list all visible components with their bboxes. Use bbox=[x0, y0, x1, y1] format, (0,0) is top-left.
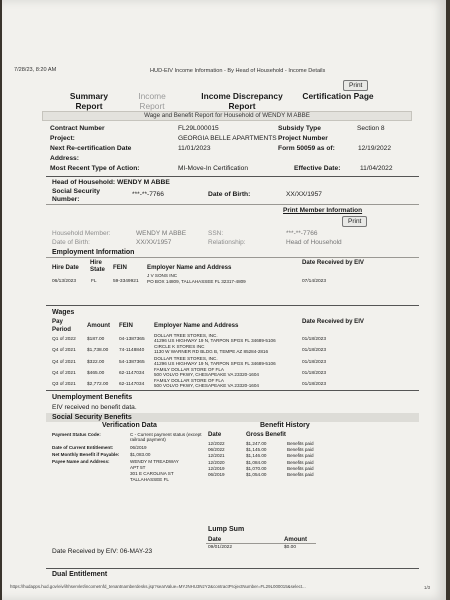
history-date-cell: 12/2019 bbox=[208, 465, 225, 471]
lump-amount-cell: $0.00 bbox=[284, 545, 297, 550]
history-note-cell: Benefits paid bbox=[287, 441, 314, 446]
history-amount-cell: $1,247.00 bbox=[246, 441, 267, 446]
history-date-cell: 12/2021 bbox=[208, 453, 225, 459]
col-pay-period: Pay Period bbox=[52, 318, 71, 333]
payee-line: TALLAHASSEE FL bbox=[130, 477, 169, 482]
col-wage-employer: Employer Name and Address bbox=[154, 322, 239, 329]
print-button[interactable]: Print bbox=[343, 80, 368, 91]
member-value: WENDY M ABBE bbox=[136, 230, 187, 237]
entitlement-value: 06/2019 bbox=[130, 445, 147, 450]
hire-date-cell: 06/13/2023 bbox=[52, 279, 77, 284]
fein-cell: 62-1147034 bbox=[119, 382, 145, 388]
payment-status-value: C - Current payment status (except railroad payment) bbox=[130, 432, 202, 443]
lump-sum-title: Lump Sum bbox=[208, 526, 245, 533]
col-employer: Employer Name and Address bbox=[147, 264, 232, 271]
payment-status-label: Payment Status Code: bbox=[52, 432, 101, 437]
page-number: 1/3 bbox=[424, 585, 431, 590]
history-date-cell: 12/2022 bbox=[208, 441, 225, 446]
contract-number-value: FL29L000015 bbox=[178, 125, 219, 132]
subsidy-type-label: Subsidy Type bbox=[278, 125, 321, 132]
relationship-value: Head of Household bbox=[286, 239, 342, 246]
divider bbox=[206, 543, 316, 544]
col-hire-date: Hire Date bbox=[52, 264, 79, 271]
history-date-cell: 12/2020 bbox=[208, 459, 225, 465]
history-note-cell: Benefits paid bbox=[287, 459, 314, 465]
col-fein: FEIN bbox=[113, 264, 127, 271]
divider bbox=[46, 568, 419, 569]
member-dob-label: Date of Birth: bbox=[52, 239, 90, 246]
entitlement-label: Date of Current Entitlement: bbox=[52, 445, 114, 450]
history-note-cell: Benefits paid bbox=[287, 472, 314, 477]
history-amount-cell: $1,084.00 bbox=[246, 459, 267, 465]
col-date-received: Date Received by EIV bbox=[302, 259, 364, 266]
member-ssn-value: ***-**-7766 bbox=[286, 230, 318, 237]
employer-address-cell: 1130 W WARNER RD BLDG B, TEMPE AZ 85284-2816 bbox=[154, 349, 269, 355]
amount-cell: $322.00 bbox=[87, 359, 105, 365]
form-50059-date: 12/19/2022 bbox=[358, 145, 392, 152]
divider bbox=[46, 257, 419, 258]
dob-label: Date of Birth: bbox=[208, 191, 251, 198]
tab-income-discrepancy-report[interactable]: Income Discrepancy Report bbox=[201, 91, 283, 111]
employer-name-cell: J V SONS INC bbox=[147, 273, 178, 278]
contract-number-label: Contract Number bbox=[50, 125, 105, 132]
employer-address-cell: 41296 US HIGHWAY 19 N, TARPON SPGS FL 34689-5106 bbox=[154, 360, 276, 366]
fein-cell: 74-1148840 bbox=[119, 348, 145, 354]
effective-date-label: Effective Date: bbox=[294, 165, 341, 172]
divider bbox=[46, 176, 419, 177]
col-wage-fein: FEIN bbox=[119, 322, 133, 329]
history-note-cell: Benefits paid bbox=[287, 465, 314, 471]
amount-cell: $1,738.00 bbox=[87, 348, 109, 354]
received-cell: 01/18/2023 bbox=[302, 348, 327, 354]
pay-period-cell: Q4 of 2021 bbox=[52, 348, 76, 354]
effective-date-value: 11/04/2022 bbox=[360, 165, 393, 172]
payee-line: 301 E CAROLINA ST bbox=[130, 471, 174, 476]
employer-address-cell: PO BOX 14809, TALLAHASSEE FL 32317-4809 bbox=[147, 279, 246, 284]
col-wage-received: Date Received by EIV bbox=[302, 318, 364, 325]
history-note-cell: Benefits paid bbox=[287, 453, 314, 459]
history-note-cell: Benefits paid bbox=[287, 447, 314, 453]
fein-cell: 62-1147034 bbox=[119, 370, 145, 376]
tab-income-report[interactable]: Income Report bbox=[138, 91, 166, 111]
net-benefit-value: $1,083.00 bbox=[130, 452, 151, 457]
fein-cell: 04-1387365 bbox=[119, 337, 145, 342]
payee-line: WENDY M TREADWAY bbox=[130, 459, 179, 464]
col-gross-benefit: Gross Benefit bbox=[246, 431, 286, 438]
recent-action-label: Most Recent Type of Action: bbox=[50, 165, 140, 172]
employer-name-cell: DOLLAR TREE STORES, INC. bbox=[154, 355, 218, 361]
project-value: GEORGIA BELLE APARTMENTS bbox=[178, 135, 277, 142]
address-label: Address: bbox=[50, 155, 79, 162]
employer-name-cell: DOLLAR TREE STORES, INC. bbox=[154, 333, 218, 338]
history-amount-cell: $1,145.00 bbox=[246, 447, 267, 453]
col-hire-state: Hire State bbox=[90, 259, 105, 273]
history-amount-cell: $1,070.00 bbox=[246, 465, 267, 471]
print-member-info-link[interactable]: Print Member Information bbox=[283, 207, 363, 214]
payee-line: APT 5T bbox=[130, 465, 146, 470]
subsidy-type-value: Section 8 bbox=[357, 125, 385, 132]
next-recert-value: 11/01/2023 bbox=[178, 145, 211, 152]
print-page-title: HUD-EIV Income Information - By Head of Household - Income Details bbox=[150, 68, 326, 74]
ssn-value: ***-**-7766 bbox=[132, 191, 164, 198]
unemployment-title: Unemployment Benefits bbox=[52, 394, 133, 401]
document-page bbox=[2, 0, 446, 600]
member-ssn-label: SSN: bbox=[208, 230, 224, 237]
received-cell: 01/18/2023 bbox=[302, 359, 327, 365]
col-amount: Amount bbox=[87, 322, 111, 329]
report-banner: Wage and Benefit Report for Household of WENDY M ABBE bbox=[42, 111, 412, 121]
dual-entitlement-title: Dual Entitlement bbox=[52, 571, 108, 578]
history-date-cell: 06/2019 bbox=[208, 472, 225, 477]
pay-period-cell: Q4 of 2021 bbox=[52, 370, 76, 376]
employer-address-cell: 500 VOLVO PKWY, CHESAPEAKE VA 23320-1604 bbox=[154, 371, 259, 377]
history-date-cell: 06/2022 bbox=[208, 447, 225, 453]
dob-value: XX/XX/1957 bbox=[286, 191, 322, 198]
ssn-label: Social Security Number: bbox=[52, 188, 100, 203]
ssb-date-received: Date Received by EIV: 06-MAY-23 bbox=[52, 548, 153, 555]
tab-certification-page[interactable]: Certification Page bbox=[302, 91, 374, 101]
col-lump-date: Date bbox=[208, 536, 222, 543]
employer-address-cell: 500 VOLVO PKWY, CHESAPEAKE VA 23320-1604 bbox=[154, 383, 259, 389]
pay-period-cell: Q3 of 2021 bbox=[52, 382, 76, 388]
received-cell: 01/18/2023 bbox=[302, 370, 327, 376]
hire-state-cell: FL bbox=[91, 279, 97, 284]
print-datetime: 7/28/23, 8:20 AM bbox=[14, 67, 57, 73]
print-member-button[interactable]: Print bbox=[342, 216, 367, 227]
member-label: Household Member: bbox=[52, 230, 111, 237]
ssb-title: Social Security Benefits bbox=[52, 414, 132, 421]
recent-action-value: MI-Move-In Certification bbox=[178, 165, 248, 172]
project-label: Project: bbox=[50, 135, 75, 142]
fein-cell: 59-3349921 bbox=[113, 279, 139, 284]
verification-title: Verification Data bbox=[102, 422, 157, 429]
received-cell: 07/14/2023 bbox=[302, 279, 327, 284]
employer-name-cell: CIRCLE K STORES INC bbox=[154, 344, 205, 350]
form-50059-label: Form 50059 as of: bbox=[278, 145, 335, 152]
page-url: https://hudapps.hud.gov/eiv/ihhservlet/incomeInfd_tenantnamberdesks.jsp?searValue=MYJNHU3NzY2&contractProjectNumber=FL29L000015&select... bbox=[10, 584, 306, 589]
employment-title: Employment Information bbox=[52, 249, 135, 256]
head-of-household: Head of Household: WENDY M ABBE bbox=[52, 179, 170, 186]
benefit-history-title: Benefit History bbox=[260, 422, 310, 429]
history-amount-cell: $1,146.00 bbox=[246, 453, 267, 459]
divider bbox=[46, 204, 419, 205]
amount-cell: $2,772.00 bbox=[87, 382, 109, 388]
net-benefit-label: Net Monthly Benefit if Payable: bbox=[52, 452, 120, 457]
divider bbox=[46, 390, 419, 391]
col-lump-amount: Amount bbox=[284, 536, 308, 543]
history-amount-cell: $1,054.00 bbox=[246, 472, 267, 477]
received-cell: 01/18/2023 bbox=[302, 337, 327, 342]
unemployment-text: EIV received no benefit data. bbox=[52, 404, 137, 411]
project-number-label: Project Number bbox=[278, 135, 328, 142]
pay-period-cell: Q4 of 2021 bbox=[52, 359, 76, 365]
relationship-label: Relationship: bbox=[208, 239, 246, 246]
pay-period-cell: Q1 of 2022 bbox=[52, 337, 76, 342]
received-cell: 01/18/2023 bbox=[302, 382, 327, 388]
next-recert-label: Next Re-certification Date bbox=[50, 145, 132, 152]
employer-name-cell: FAMILY DOLLAR STORE OF FLA bbox=[154, 378, 224, 384]
col-history-date: Date bbox=[208, 431, 222, 438]
lump-date-cell: 09/01/2022 bbox=[208, 545, 233, 550]
fein-cell: 54-1387365 bbox=[119, 359, 145, 365]
wages-title: Wages bbox=[52, 309, 75, 316]
amount-cell: $187.00 bbox=[87, 337, 105, 342]
payee-label: Payee Name and Address: bbox=[52, 459, 110, 464]
employer-address-cell: 41296 US HIGHWAY 19 N, TARPON SPGS FL 34689-5106 bbox=[154, 338, 276, 343]
divider bbox=[46, 305, 419, 306]
employer-name-cell: FAMILY DOLLAR STORE OF FLA bbox=[154, 366, 224, 372]
member-dob-value: XX/XX/1957 bbox=[136, 239, 172, 246]
tab-summary-report[interactable]: Summary Report bbox=[69, 91, 109, 111]
amount-cell: $465.00 bbox=[87, 370, 105, 376]
